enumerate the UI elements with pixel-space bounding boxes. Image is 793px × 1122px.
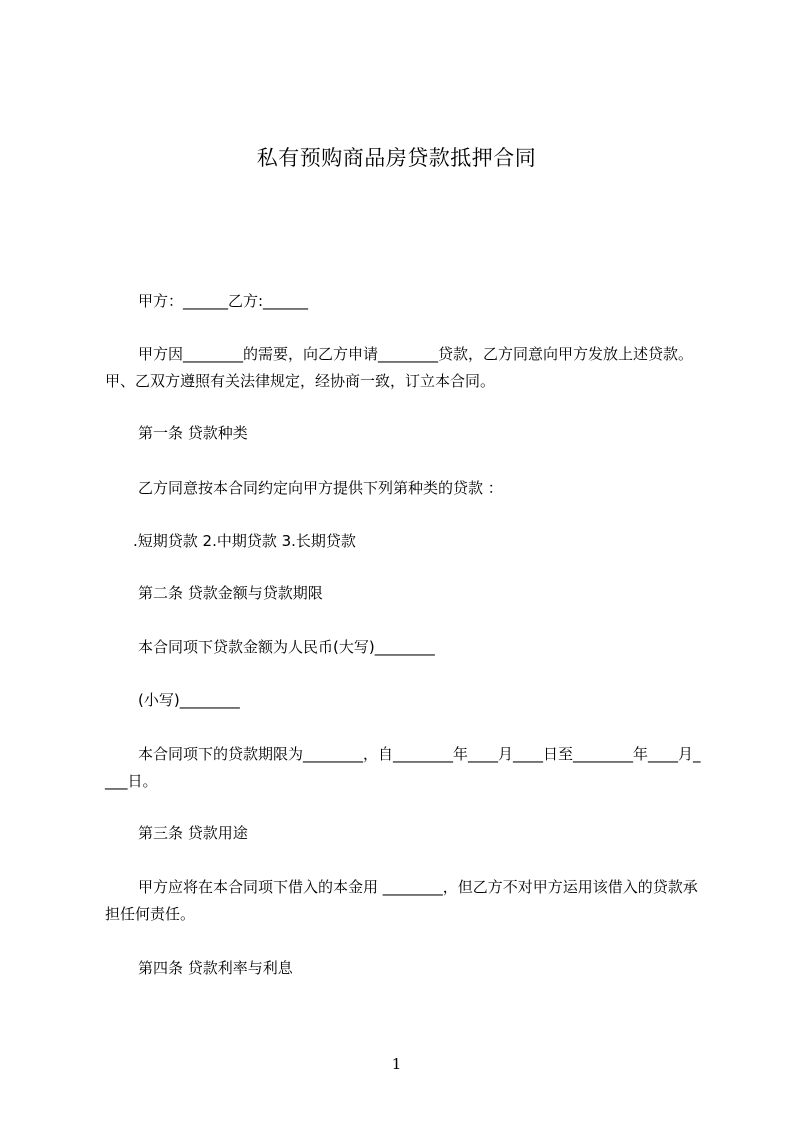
page-number: 1 — [391, 1055, 402, 1073]
article2-heading: 第二条 贷款金额与贷款期限 — [138, 584, 323, 602]
article1-options: .短期贷款 2.中期贷款 3.长期贷款 — [133, 532, 356, 550]
article3-heading: 第三条 贷款用途 — [138, 824, 248, 842]
article3-paragraph: 甲方应将在本合同项下借入的本金用 ________，但乙方不对甲方运用该借入的贷款承担任何责任。 — [105, 878, 698, 923]
parties-line: 甲方：______乙方:______ — [138, 292, 309, 310]
article2-amount-lower: (小写)________ — [138, 691, 240, 709]
intro-paragraph: 甲方因________的需要，向乙方申请________贷款，乙方同意向甲方发放上述贷款。甲、乙双方遵照有关法律规定，经协商一致，订立本合同。 — [105, 345, 694, 390]
document-title: 私有预购商品房贷款抵押合同 — [256, 146, 537, 170]
article1-text: 乙方同意按本合同约定向甲方提供下列第种类的贷款 ： — [138, 479, 503, 497]
article2-amount-upper: 本合同项下贷款金额为人民币(大写)________ — [138, 638, 435, 656]
article1-heading: 第一条 贷款种类 — [138, 424, 248, 442]
article4-heading: 第四条 贷款利率与利息 — [138, 959, 293, 977]
article2-term-paragraph: 本合同项下的贷款期限为________，自________年____月____日至________年____月____日。 — [105, 745, 701, 790]
